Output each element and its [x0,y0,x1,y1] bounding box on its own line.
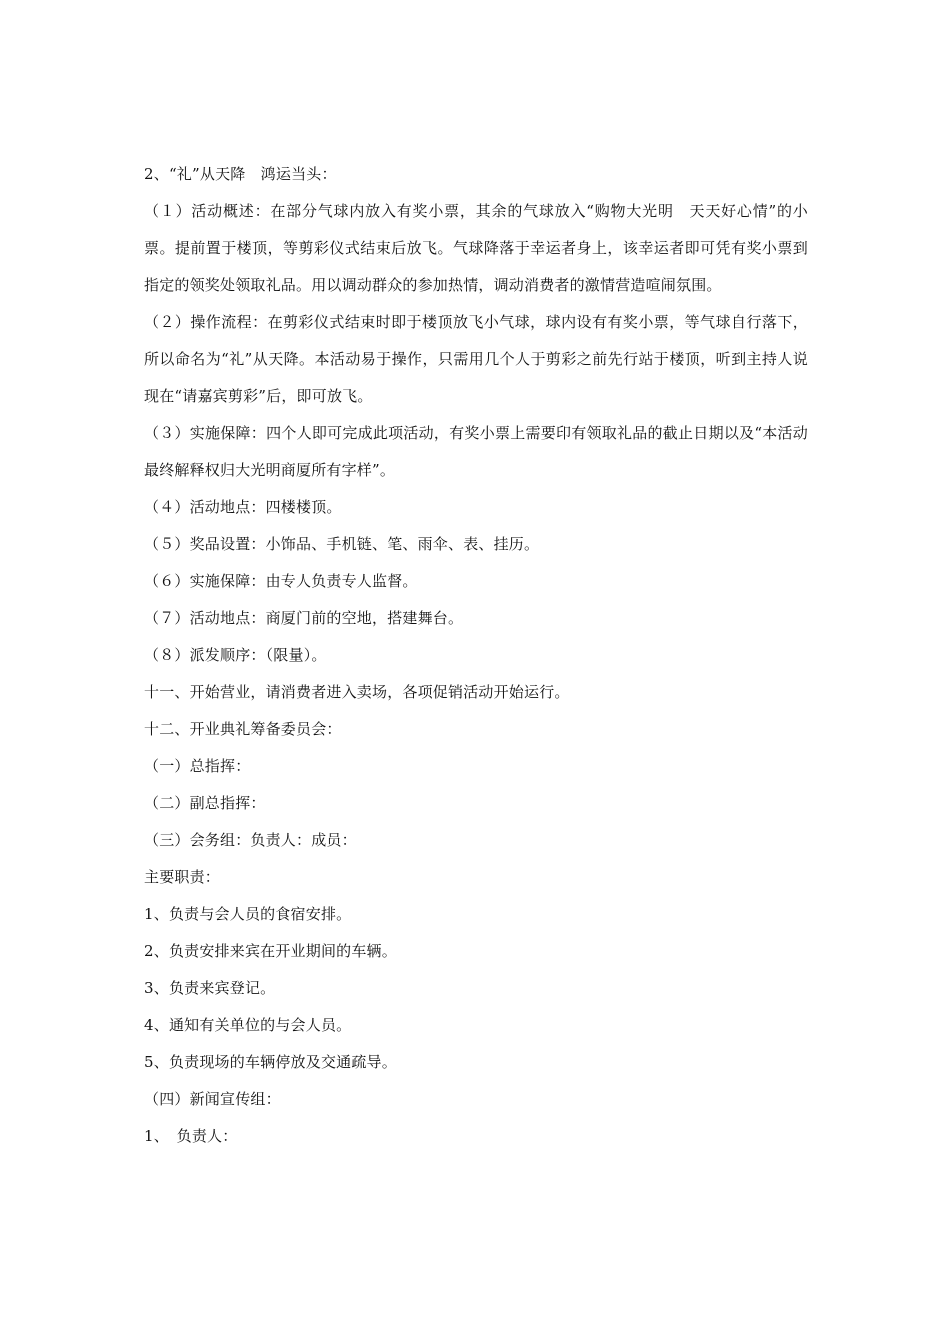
paragraph-prize-settings: （５）奖品设置：小饰品、手机链、笔、雨伞、表、挂历。 [144,535,540,553]
paragraph-implementation-guarantee: （３）实施保障：四个人即可完成此项活动，有奖小票上需要印有领取礼品的截止日期以及“本活动最终解释权归大光明商厦所有字样”。 [144,424,808,479]
duty-item-5: 5、负责现场的车辆停放及交通疏导。 [144,1053,397,1071]
duty-item-2: 2、负责安排来宾在开业期间的车辆。 [144,942,397,960]
list-item-news-publicity-group: （四）新闻宣传组： [144,1090,281,1108]
document-body [144,156,808,1155]
section-heading-preparatory-committee: 十二、开业典礼筹备委员会： [144,720,342,738]
paragraph-operation-process: （２）操作流程：在剪彩仪式结束时即于楼顶放飞小气球，球内设有有奖小票，等气球自行落下，所以命名为“礼”从天降。本活动易于操作，只需用几个人于剪彩之前先行站于楼顶，听到主持人说现在“请嘉宾剪彩”后，即可放飞。 [144,313,808,405]
subheading-main-duties: 主要职责： [144,868,221,886]
paragraph-supervision: （６）实施保障：由专人负责专人监督。 [144,572,418,590]
section-heading-gift-from-sky: 2、“礼”从天降 鸿运当头： [144,165,337,183]
section-heading-opening-business: 十一、开始营业，请消费者进入卖场，各项促销活动开始运行。 [144,683,570,701]
paragraph-activity-overview: （１）活动概述：在部分气球内放入有奖小票，其余的气球放入“购物大光明 天天好心情”的小票。提前置于楼顶，等剪彩仪式结束后放飞。气球降落于幸运者身上，该幸运者即可凭有奖小票到指定的领奖处领取礼品。用以调动群众的参加热情，调动消费者的激情营造喧闹氛围。 [144,202,808,294]
duty-item-4: 4、通知有关单位的与会人员。 [144,1016,352,1034]
paragraph-distribution-order: （８）派发顺序：（限量）。 [144,646,327,664]
list-item-chief-commander: （一）总指挥： [144,757,251,775]
news-group-item-1: 1、 负责人： [144,1127,238,1145]
list-item-conference-group: （三）会务组：负责人：成员： [144,831,357,849]
duty-item-3: 3、负责来宾登记。 [144,979,276,997]
paragraph-activity-location: （４）活动地点：四楼楼顶。 [144,498,342,516]
paragraph-stage-location: （７）活动地点：商厦门前的空地，搭建舞台。 [144,609,464,627]
duty-item-1: 1、负责与会人员的食宿安排。 [144,905,352,923]
list-item-deputy-commander: （二）副总指挥： [144,794,266,812]
